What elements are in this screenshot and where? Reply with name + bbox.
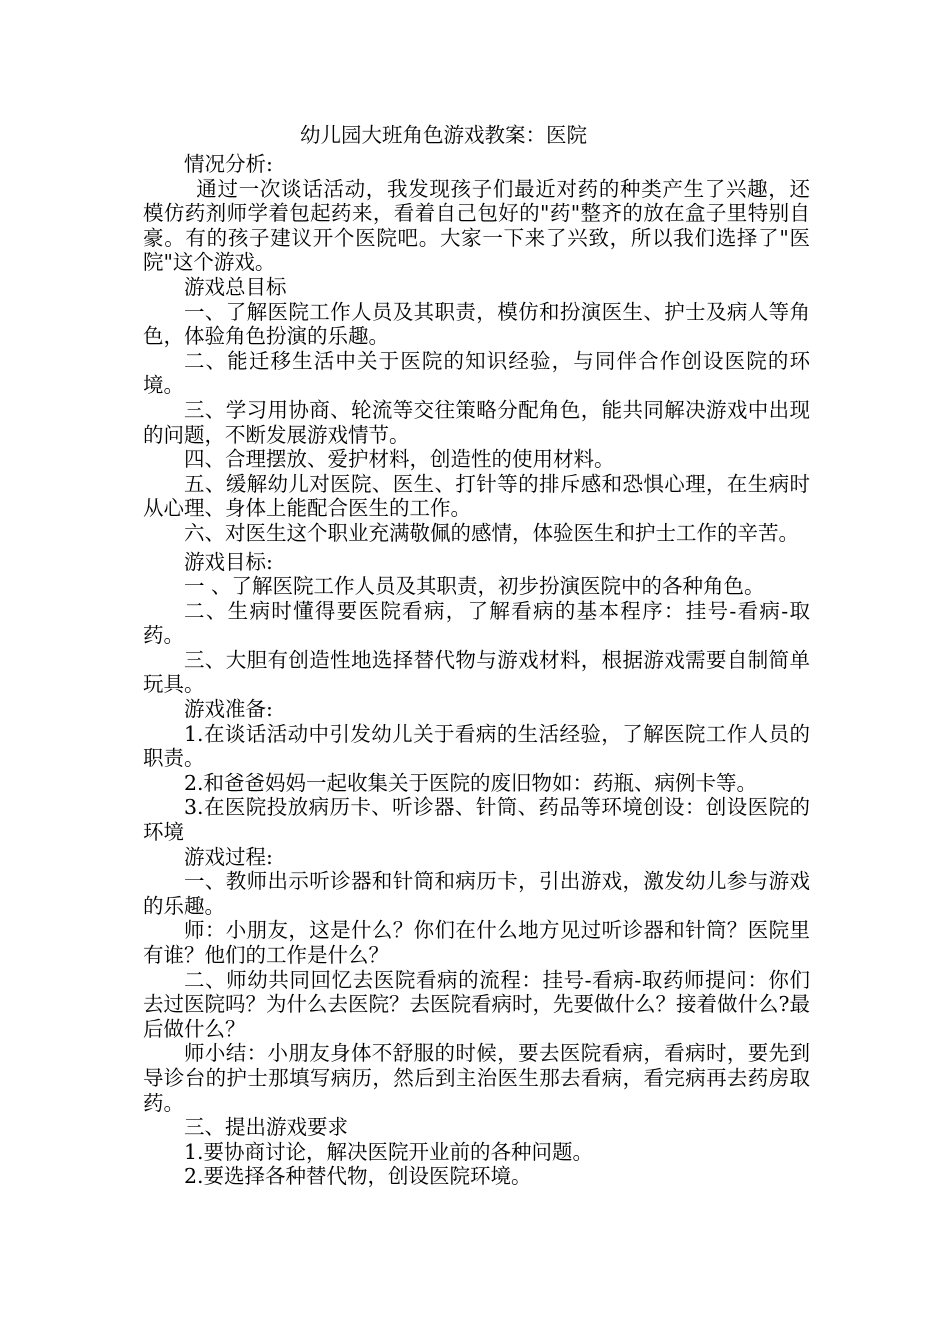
paragraph-overall-goal-3: 三、学习用协商、轮流等交往策略分配角色，能共同解决游戏中出现的问题，不断发展游戏情节。: [143, 397, 810, 447]
document-page: [143, 118, 810, 1189]
paragraph-situation-body: 通过一次谈话活动，我发现孩子们最近对药的种类产生了兴趣，还模仿药剂师学着包起药来，看着自己包好的"药"整齐的放在盒子里特别自豪。有的孩子建议开个医院吧。大家一下来了兴致，所以我们选择了"医院"这个游戏。: [143, 176, 810, 275]
paragraph-overall-goal-2: 二、能迁移生活中关于医院的知识经验，与同伴合作创设医院的环境。: [143, 348, 810, 398]
paragraph-process-heading: 游戏过程:: [184, 844, 273, 869]
paragraph-game-goal-1: 一 、了解医院工作人员及其职责，初步扮演医院中的各种角色。: [184, 574, 765, 599]
paragraph-game-goal-2: 二、生病时懂得要医院看病，了解看病的基本程序：挂号-看病-取药。: [143, 598, 810, 648]
paragraph-process-2: 二、师幼共同回忆去医院看病的流程：挂号-看病-取药师提问：你们去过医院吗？为什么去医院？去医院看病时，先要做什么？接着做什么?最后做什么？: [143, 967, 810, 1041]
paragraph-process-3-heading: 三、提出游戏要求: [184, 1115, 348, 1140]
paragraph-preparation-1: 1.在谈话活动中引发幼儿关于看病的生活经验，了解医院工作人员的职责。: [143, 721, 810, 771]
paragraph-game-goal-heading: 游戏目标:: [184, 549, 273, 574]
paragraph-preparation-2: 2.和爸爸妈妈一起收集关于医院的废旧物如：药瓶、病例卡等。: [184, 770, 758, 795]
paragraph-process-1: 一、教师出示听诊器和针筒和病历卡，引出游戏，激发幼儿参与游戏的乐趣。: [143, 869, 810, 918]
paragraph-game-goal-3: 三、大胆有创造性地选择替代物与游戏材料，根据游戏需要自制简单玩具。: [143, 647, 810, 697]
paragraph-process-teacher-summary: 师小结：小朋友身体不舒服的时候，要去医院看病，看病时，要先到导诊台的护士那填写病历，然后到主治医生那去看病，看完病再去药房取药。: [143, 1041, 810, 1115]
paragraph-situation-heading: 情况分析:: [184, 152, 273, 176]
paragraph-process-teacher-question: 师：小朋友，这是什么？你们在什么地方见过听诊器和针筒？医院里有谁？他们的工作是什么？: [143, 918, 810, 967]
paragraph-overall-goal-1: 一、了解医院工作人员及其职责，模仿和扮演医生、护士及病人等角色，体验角色扮演的乐趣。: [143, 299, 810, 349]
paragraph-overall-goal-4: 四、合理摆放、爱护材料，创造性的使用材料。: [184, 447, 615, 472]
paragraph-requirement-1: 1.要协商讨论，解决医院开业前的各种问题。: [184, 1139, 594, 1164]
paragraph-overall-goal-heading: 游戏总目标: [184, 274, 287, 299]
paragraph-overall-goal-5: 五、缓解幼儿对医院、医生、打针等的排斥感和恐惧心理，在生病时从心理、身体上能配合医生的工作。: [143, 471, 810, 521]
paragraph-requirement-2: 2.要选择各种替代物，创设医院环境。: [184, 1164, 532, 1189]
paragraph-preparation-heading: 游戏准备:: [184, 697, 273, 722]
paragraph-overall-goal-6: 六、对医生这个职业充满敬佩的感情，体验医生和护士工作的辛苦。: [184, 520, 799, 545]
document-title: 幼儿园大班角色游戏教案：医院: [300, 123, 587, 147]
paragraph-preparation-3: 3.在医院投放病历卡、听诊器、针筒、药品等环境创设：创设医院的环境: [143, 795, 810, 845]
